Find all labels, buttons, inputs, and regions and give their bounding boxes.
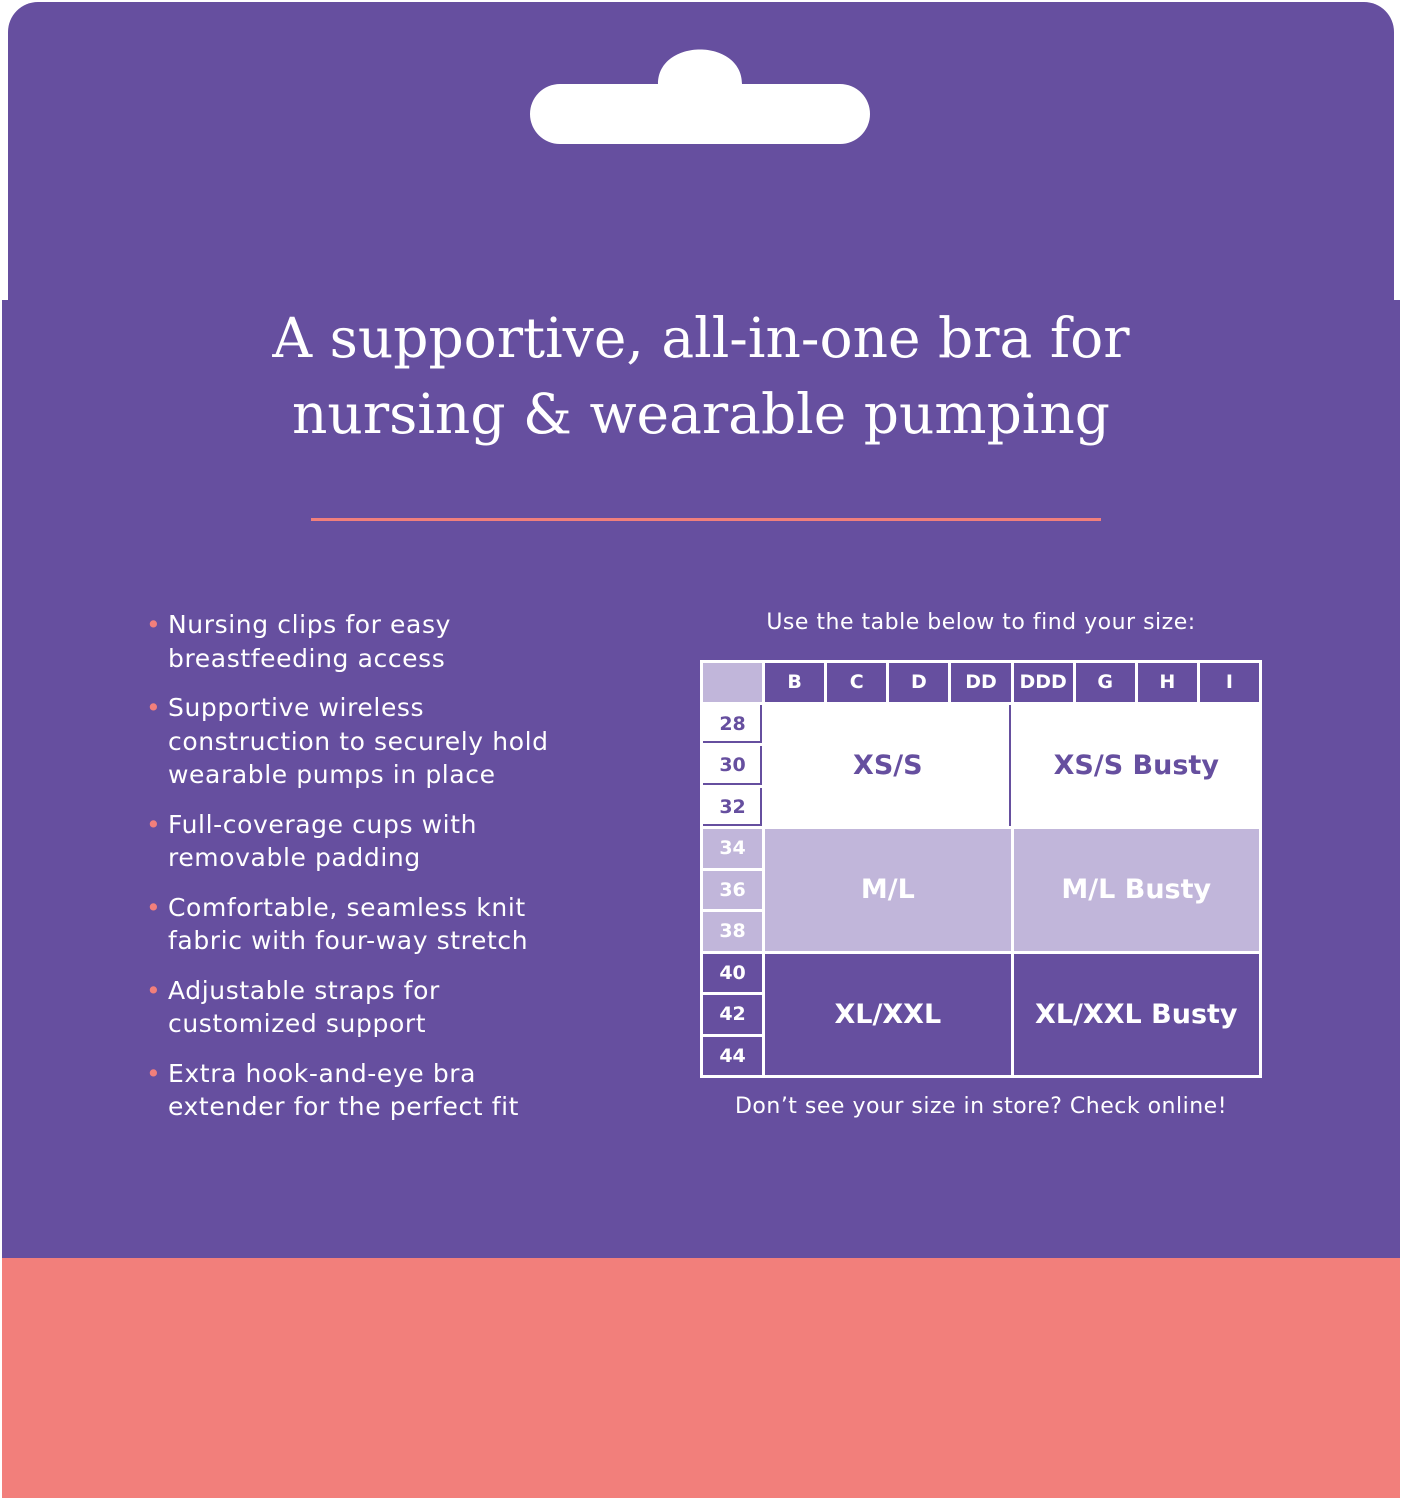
feature-item: [146, 808, 616, 875]
cup-header-cell: I: [1200, 663, 1259, 702]
feature-text: construction to securely hold: [168, 726, 549, 756]
feature-text: Adjustable straps for: [168, 975, 440, 1005]
size-label-regular: M/L: [765, 829, 1010, 951]
feature-text: Comfortable, seamless knit: [168, 892, 526, 922]
size-label-busty: XL/XXL Busty: [1014, 954, 1259, 1076]
bullet-icon: •: [146, 1058, 162, 1088]
feature-text: customized support: [168, 1009, 427, 1038]
feature-text: Extra hook-and-eye bra: [168, 1058, 477, 1088]
feature-text: extender for the perfect fit: [168, 1092, 520, 1121]
cup-header-cell: DD: [951, 663, 1010, 702]
band-size-cell: 30: [703, 746, 762, 785]
band-size-cell: 38: [703, 912, 762, 951]
headline-line: nursing & wearable pumping: [291, 382, 1111, 446]
feature-item: [146, 608, 616, 675]
size-label-regular: XS/S: [765, 705, 1010, 827]
headline-line: A supportive, all-in-one bra for: [272, 306, 1130, 370]
bullet-icon: •: [146, 693, 162, 722]
cup-header-cell: B: [765, 663, 824, 702]
headline-divider: [311, 518, 1101, 521]
band-size-cell: 28: [703, 705, 762, 744]
size-table-caption: Use the table below to find your size:: [766, 610, 1196, 635]
cup-header-cell: D: [889, 663, 948, 702]
hang-hole-icon: [530, 44, 872, 148]
size-chart-table: [700, 660, 1262, 1078]
headline: [200, 300, 1202, 452]
feature-text: Supportive wireless: [168, 693, 425, 722]
feature-list: [146, 608, 616, 1140]
size-label-regular: XL/XXL: [765, 954, 1010, 1076]
size-label-busty: M/L Busty: [1014, 829, 1259, 951]
feature-item: [146, 974, 616, 1041]
cup-header-cell: DDD: [1014, 663, 1073, 702]
band-size-cell: 34: [703, 829, 762, 868]
feature-text: wearable pumps in place: [168, 760, 496, 789]
band-size-cell: 42: [703, 995, 762, 1034]
package-bottom-band: [2, 1258, 1400, 1498]
size-table-footer: Don’t see your size in store? Check online!: [734, 1094, 1228, 1119]
feature-text: Nursing clips for easy: [168, 610, 451, 639]
feature-item: [146, 691, 616, 792]
band-size-cell: 36: [703, 871, 762, 910]
band-size-cell: 40: [703, 954, 762, 993]
cup-header-cell: G: [1076, 663, 1135, 702]
feature-text: removable padding: [168, 843, 421, 872]
feature-item: [146, 1057, 616, 1124]
feature-text: Full-coverage cups with: [168, 809, 478, 839]
bullet-icon: •: [146, 809, 162, 839]
cup-header-cell: C: [827, 663, 886, 702]
band-size-cell: 44: [703, 1037, 762, 1076]
bullet-icon: •: [146, 892, 162, 922]
bullet-icon: •: [146, 610, 162, 639]
feature-item: [146, 891, 616, 958]
bullet-icon: •: [146, 975, 162, 1005]
cup-header-cell: H: [1138, 663, 1197, 702]
feature-text: fabric with four-way stretch: [168, 926, 529, 955]
band-size-cell: 32: [703, 788, 762, 827]
size-table-corner: [703, 663, 762, 702]
size-label-busty: XS/S Busty: [1014, 705, 1259, 827]
feature-text: breastfeeding access: [168, 643, 446, 673]
